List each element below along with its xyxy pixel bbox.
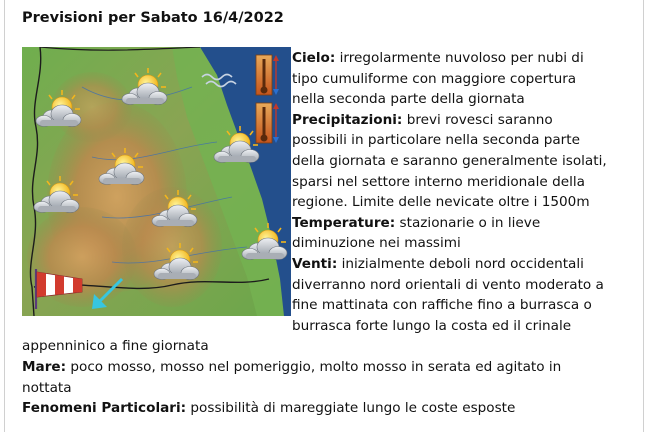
label-precipitazioni: Precipitazioni: [292, 111, 403, 128]
venti-line-5: appenninico a fine giornata [22, 338, 209, 355]
fenomeni-text: possibilità di mareggiate lungo le coste esposte [190, 400, 516, 417]
cielo-line-3: nella seconda parte della giornata [292, 91, 525, 108]
label-cielo: Cielo: [292, 50, 336, 66]
venti-line-2: diverranno nord orientali di vento moderato a [292, 276, 604, 293]
frame-border-left [4, 0, 5, 432]
venti-line-1: inizialmente deboli nord occidentali [341, 255, 584, 272]
venti-line-4: burrasca forte lungo la costa ed il crinale [292, 317, 572, 334]
temp-line-1: stazionarie o in lieve [399, 214, 541, 231]
precip-line-4: sparsi nel settore interno meridionale della [292, 173, 585, 190]
temp-line-2: diminuzione nei massimi [292, 235, 461, 252]
precip-line-5: regione. Limite delle nevicate oltre i 1500m [292, 194, 590, 211]
label-fenomeni: Fenomeni Particolari: [22, 400, 187, 417]
forecast-text [22, 48, 622, 419]
precip-line-3: della giornata e saranno generalmente isolati, [292, 152, 607, 169]
label-mare: Mare: [22, 358, 67, 375]
precip-line-1: brevi rovesci saranno [406, 111, 553, 128]
label-venti: Venti: [292, 255, 338, 272]
cielo-line-2: tipo cumuliforme con maggiore copertura [292, 70, 577, 87]
cielo-line-1: irregolarmente nuvoloso per nubi di [339, 50, 584, 66]
precip-line-2: possibili in particolare nella seconda parte [292, 132, 580, 149]
forecast-title: Previsioni per Sabato 16/4/2022 [22, 10, 284, 26]
venti-line-3: fine mattinata con raffiche fino a burrasca o [292, 297, 592, 314]
mare-line-2: nottata [22, 379, 72, 396]
frame-border-right [643, 0, 644, 432]
label-temperature: Temperature: [292, 214, 396, 231]
mare-line-1: poco mosso, mosso nel pomeriggio, molto mosso in serata ed agitato in [70, 358, 562, 375]
